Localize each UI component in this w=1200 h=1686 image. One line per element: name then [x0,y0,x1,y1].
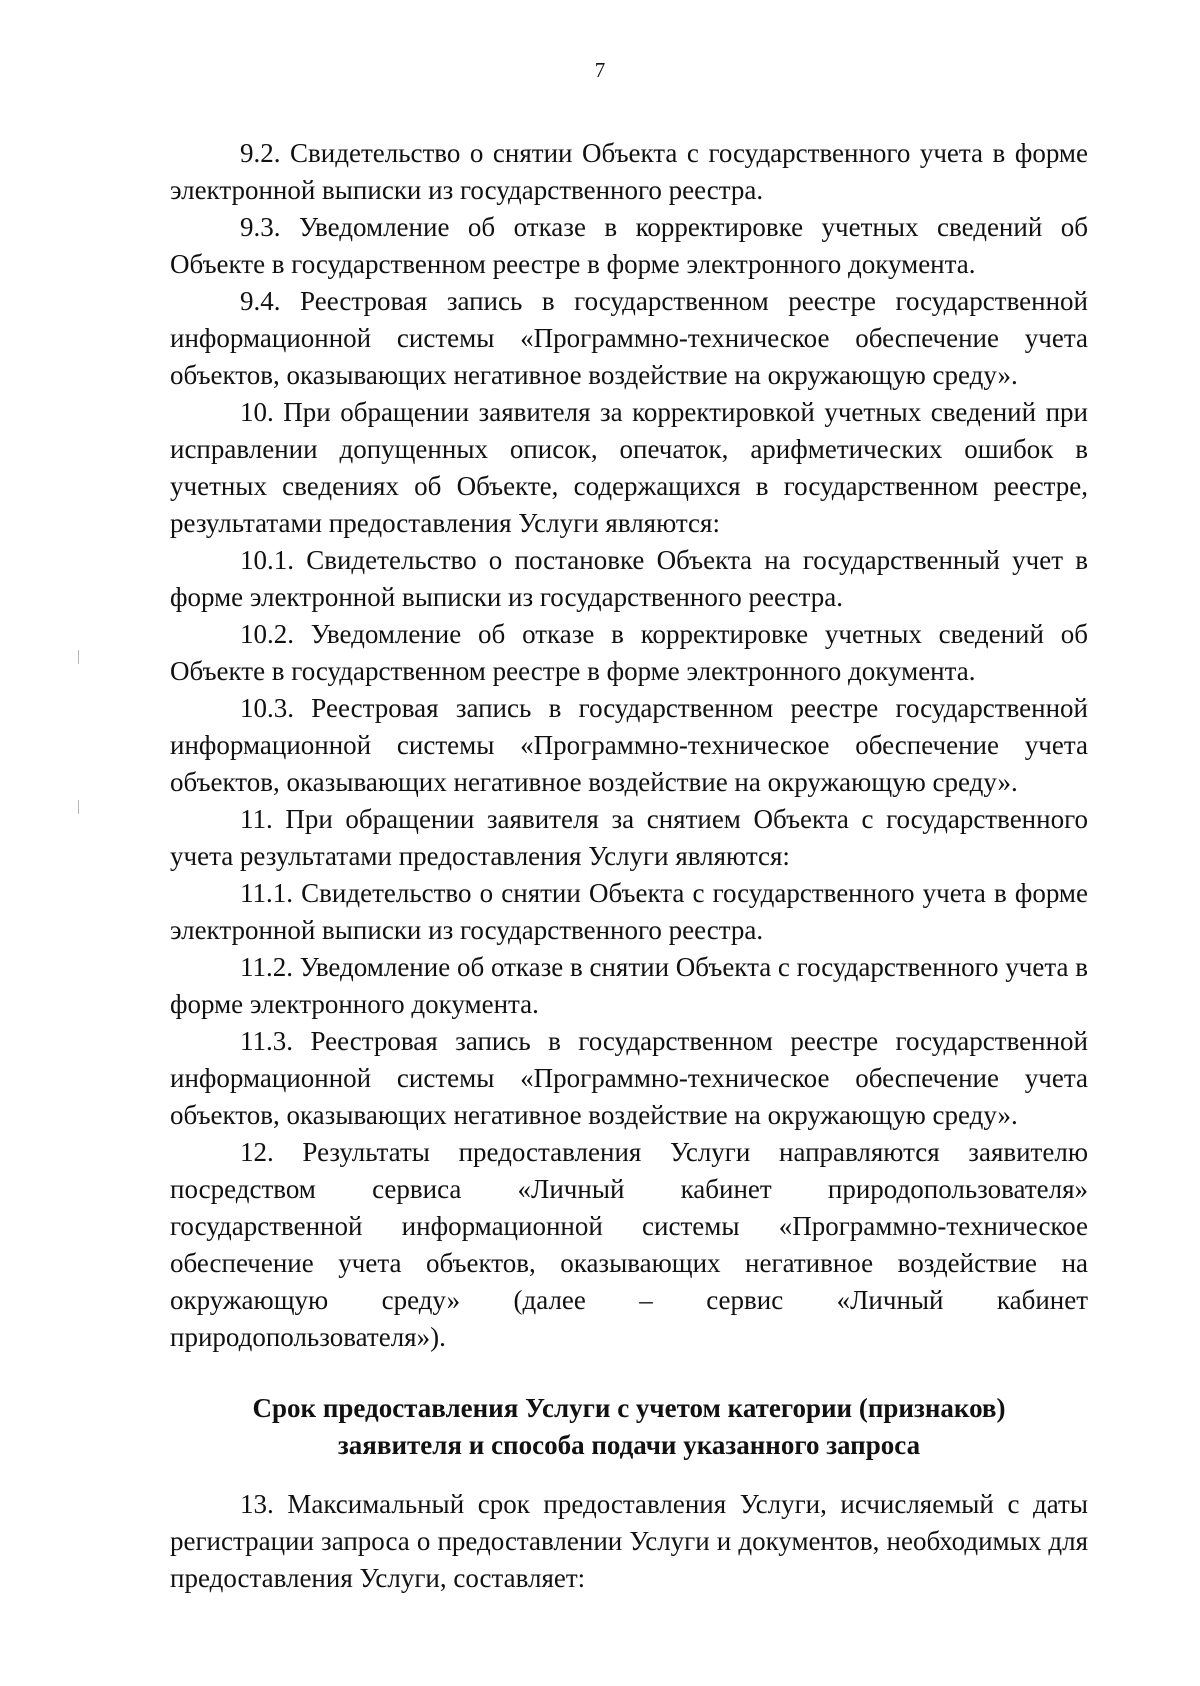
paragraph-13: 13. Максимальный срок предоставления Услуги, исчисляемый с даты регистрации запроса о предоставлении Услуги и документов, необходимых для предоставления Услуги, составляет: [170,1489,1088,1593]
paragraph-10-1: 10.1. Свидетельство о постановке Объекта на государственный учет в форме электронной выписки из государственного реестра. [170,545,1088,612]
paragraph-11-1: 11.1. Свидетельство о снятии Объекта с государственного учета в форме электронной выписки из государственного реестра. [170,878,1088,945]
paragraph-9-2: 9.2. Свидетельство о снятии Объекта с государственного учета в форме электронной выписки из государственного реестра. [170,138,1088,205]
paragraph-11-3: 11.3. Реестровая запись в государственном реестре государственной информационной системы «Программно-техническое обеспечение учета объектов, оказывающих негативное воздействие на окружающую среду». [170,1026,1088,1130]
section-heading-line-2: заявителя и способа подачи указанного запроса [337,1430,921,1460]
paragraph-9-3: 9.3. Уведомление об отказе в корректировке учетных сведений об Объекте в государственном реестре в форме электронного документа. [170,212,1088,279]
section-heading [170,1390,1088,1464]
paragraph-11-2: 11.2. Уведомление об отказе в снятии Объекта с государственного учета в форме электронного документа. [170,952,1088,1019]
paragraph-12: 12. Результаты предоставления Услуги направляются заявителю посредством сервиса «Личный кабинет природопользователя» государственной информационной системы «Программно-техническое обеспечение учета объектов, оказывающих негативное воздействие на окружающую среду» (далее – сервис «Личный кабинет природопользователя»). [170,1137,1088,1352]
section-heading-line-1: Срок предоставления Услуги с учетом категории (признаков) [252,1393,1006,1423]
scan-edge-mark [78,650,79,664]
document-body [170,135,1088,1597]
scan-edge-mark [78,800,79,814]
paragraph-9-4: 9.4. Реестровая запись в государственном реестре государственной информационной системы «Программно-техническое обеспечение учета объектов, оказывающих негативное воздействие на окружающую среду». [170,286,1088,390]
paragraph-11: 11. При обращении заявителя за снятием Объекта с государственного учета результатами предоставления Услуги являются: [170,804,1088,871]
page-number: 7 [594,58,606,82]
paragraph-10: 10. При обращении заявителя за корректировкой учетных сведений при исправлении допущенных описок, опечаток, арифметических ошибок в учетных сведениях об Объекте, содержащихся в государственном реестре, результатами предоставления Услуги являются: [170,397,1088,538]
paragraph-10-3: 10.3. Реестровая запись в государственном реестре государственной информационной системы «Программно-техническое обеспечение учета объектов, оказывающих негативное воздействие на окружающую среду». [170,693,1088,797]
paragraph-10-2: 10.2. Уведомление об отказе в корректировке учетных сведений об Объекте в государственном реестре в форме электронного документа. [170,619,1088,686]
